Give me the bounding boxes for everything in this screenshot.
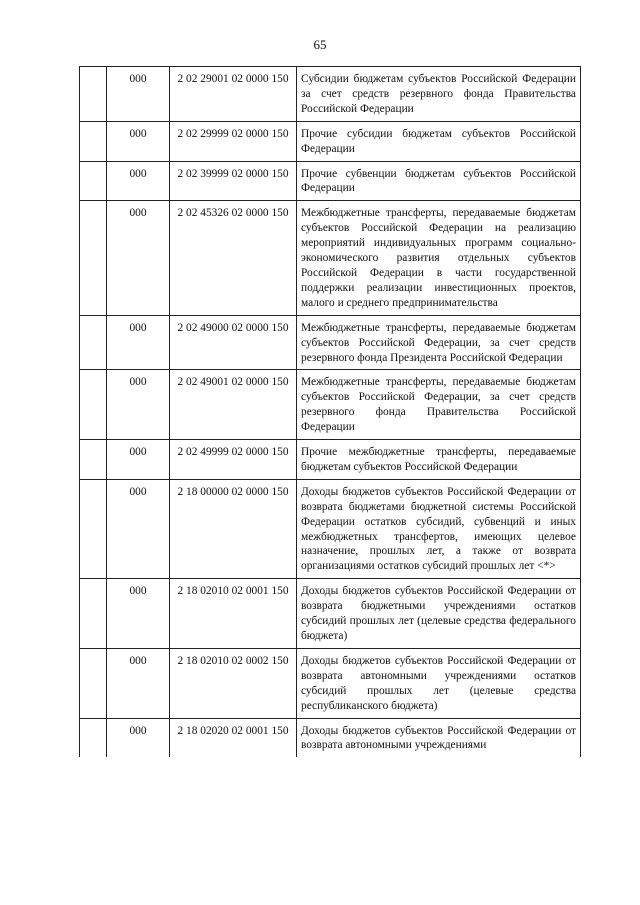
admin-code-cell: 000 xyxy=(107,479,170,578)
income-name-cell: Прочие межбюджетные трансферты, передаваемые бюджетам субъектов Российской Федерации xyxy=(297,440,581,480)
row-number-cell xyxy=(80,67,107,122)
table-row xyxy=(80,579,581,649)
table-row xyxy=(80,121,581,161)
table-row xyxy=(80,161,581,201)
budget-code-cell: 2 02 49001 02 0000 150 xyxy=(170,370,297,440)
income-name-cell: Межбюджетные трансферты, передаваемые бюджетам субъектов Российской Федерации, за счет средств резервного фонда Правительства Российской Федерации xyxy=(297,370,581,440)
table-row xyxy=(80,315,581,370)
budget-code-cell: 2 18 02010 02 0001 150 xyxy=(170,579,297,649)
row-number-cell xyxy=(80,161,107,201)
table-row xyxy=(80,648,581,718)
budget-code-cell: 2 02 49000 02 0000 150 xyxy=(170,315,297,370)
income-name-cell: Прочие субвенции бюджетам субъектов Российской Федерации xyxy=(297,161,581,201)
table-row xyxy=(80,370,581,440)
income-name-cell: Доходы бюджетов субъектов Российской Федерации от возврата бюджетными учреждениями остатков субсидий прошлых лет (целевые средства федерального бюджета) xyxy=(297,579,581,649)
row-number-cell xyxy=(80,579,107,649)
table-row xyxy=(80,440,581,480)
budget-code-cell: 2 02 39999 02 0000 150 xyxy=(170,161,297,201)
admin-code-cell: 000 xyxy=(107,201,170,315)
row-number-cell xyxy=(80,121,107,161)
admin-code-cell: 000 xyxy=(107,579,170,649)
admin-code-cell: 000 xyxy=(107,648,170,718)
admin-code-cell: 000 xyxy=(107,370,170,440)
income-name-cell: Межбюджетные трансферты, передаваемые бюджетам субъектов Российской Федерации, за счет средств резервного фонда Президента Российской Федерации xyxy=(297,315,581,370)
row-number-cell xyxy=(80,201,107,315)
income-name-cell: Межбюджетные трансферты, передаваемые бюджетам субъектов Российской Федерации на реализацию мероприятий индивидуальных программ социально-экономического развития отдельных субъектов Российской Федерации в части государственной поддержки реализации инвестиционных проектов, малого и среднего предпринимательства xyxy=(297,201,581,315)
budget-code-cell: 2 02 29999 02 0000 150 xyxy=(170,121,297,161)
admin-code-cell: 000 xyxy=(107,121,170,161)
row-number-cell xyxy=(80,718,107,757)
budget-code-cell: 2 18 00000 02 0000 150 xyxy=(170,479,297,578)
budget-code-cell: 2 18 02020 02 0001 150 xyxy=(170,718,297,757)
budget-code-cell: 2 02 29001 02 0000 150 xyxy=(170,67,297,122)
budget-code-cell: 2 02 45326 02 0000 150 xyxy=(170,201,297,315)
admin-code-cell: 000 xyxy=(107,718,170,757)
admin-code-cell: 000 xyxy=(107,161,170,201)
row-number-cell xyxy=(80,648,107,718)
income-name-cell: Прочие субсидии бюджетам субъектов Российской Федерации xyxy=(297,121,581,161)
row-number-cell xyxy=(80,370,107,440)
budget-code-cell: 2 02 49999 02 0000 150 xyxy=(170,440,297,480)
admin-code-cell: 000 xyxy=(107,67,170,122)
table-row xyxy=(80,67,581,122)
row-number-cell xyxy=(80,440,107,480)
income-name-cell: Субсидии бюджетам субъектов Российской Федерации за счет средств резервного фонда Правительства Российской Федерации xyxy=(297,67,581,122)
table-row xyxy=(80,718,581,757)
row-number-cell xyxy=(80,315,107,370)
page-number: 65 xyxy=(313,37,327,52)
budget-code-cell: 2 18 02010 02 0002 150 xyxy=(170,648,297,718)
row-number-cell xyxy=(80,479,107,578)
table-row xyxy=(80,479,581,578)
budget-income-table xyxy=(79,66,581,757)
admin-code-cell: 000 xyxy=(107,315,170,370)
income-name-cell: Доходы бюджетов субъектов Российской Федерации от возврата автономными учреждениями остатков субсидий прошлых лет (целевые средства республиканского бюджета) xyxy=(297,648,581,718)
table-row xyxy=(80,201,581,315)
income-name-cell: Доходы бюджетов субъектов Российской Федерации от возврата автономными учреждениями xyxy=(297,718,581,757)
income-name-cell: Доходы бюджетов субъектов Российской Федерации от возврата бюджетами бюджетной системы Российской Федерации остатков субсидий, субвенций и иных межбюджетных трансфертов, имеющих целевое назначение, прошлых лет, а также от возврата организациями остатков субсидий прошлых лет <*> xyxy=(297,479,581,578)
admin-code-cell: 000 xyxy=(107,440,170,480)
